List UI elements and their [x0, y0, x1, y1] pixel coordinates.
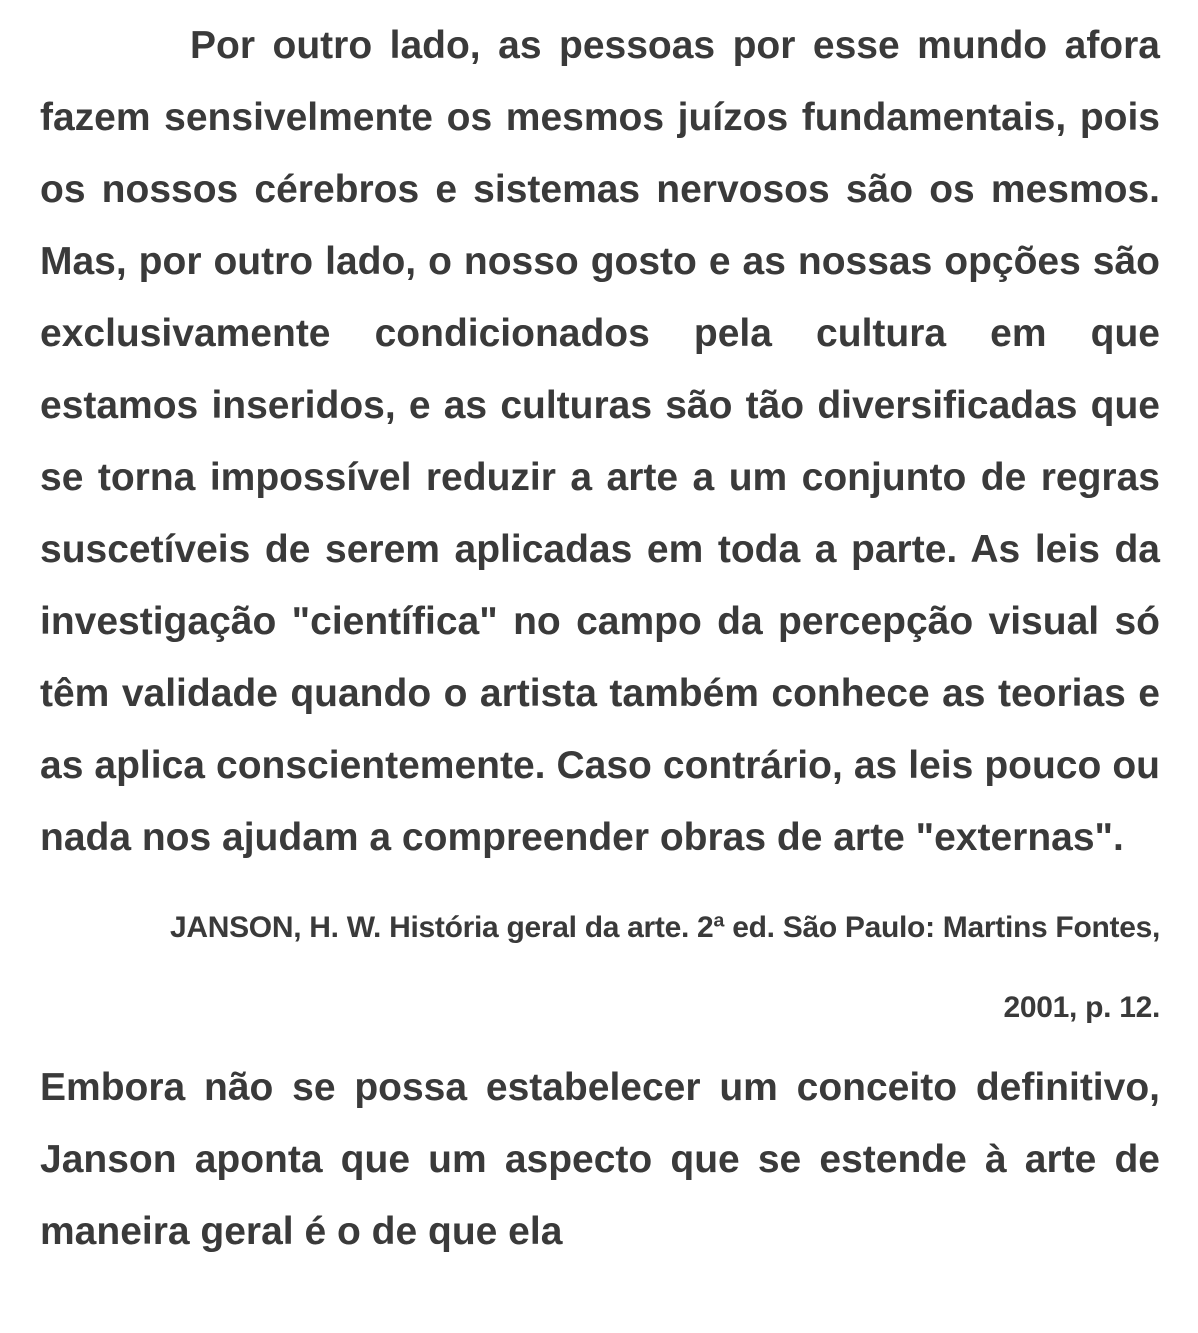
quote-paragraph: Por outro lado, as pessoas por esse mundo afora fazem sensivelmente os mesmos juízos fundamentais, pois os nossos cérebros e sistemas nervosos são os mesmos. Mas, por outro lado, o nosso gosto e as nossas opções são exclusivamente condicionados pela cultura em que estamos inseridos, e as culturas são tão diversificadas que se torna impossível reduzir a arte a um conjunto de regras suscetíveis de serem aplicadas em toda a parte. As leis da investigação "científica" no campo da percepção visual só têm validade quando o artista também conhece as teorias e as aplica conscientemente. Caso contrário, as leis pouco ou nada nos ajudam a compreender obras de arte "externas".	[40, 24, 1160, 859]
citation-line-1: JANSON, H. W. História geral da arte. 2ª ed. São Paulo: Martins Fontes,	[169, 911, 1160, 944]
question-paragraph: Embora não se possa estabelecer um conceito definitivo, Janson aponta que um aspecto que se estende à arte de maneira geral é o de que ela	[40, 1066, 1160, 1253]
citation-line-2: 2001, p. 12.	[1003, 991, 1160, 1024]
document-page	[40, 10, 1160, 1268]
citation	[40, 888, 1160, 1048]
